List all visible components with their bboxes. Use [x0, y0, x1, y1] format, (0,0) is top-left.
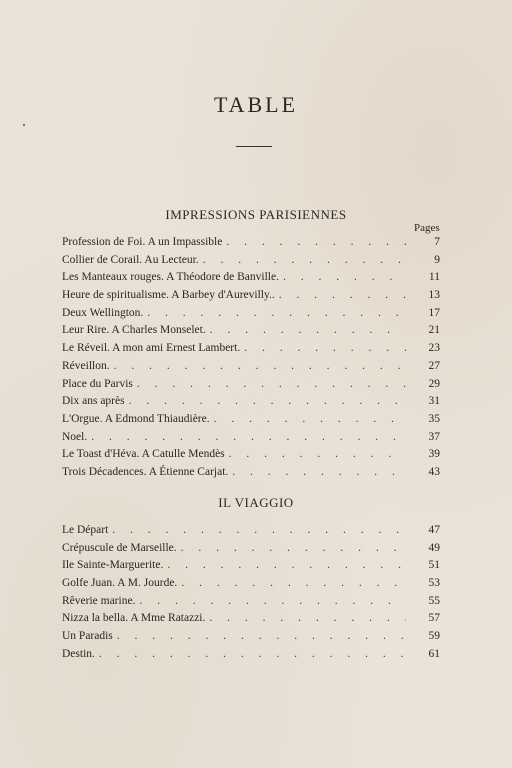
toc-entry-page: 9 — [434, 253, 440, 266]
toc-entry-title: Collier de Corail. Au Lecteur. — [62, 253, 199, 266]
toc-entry-page: 61 — [428, 647, 440, 660]
toc-entry-page: 31 — [428, 395, 440, 408]
toc-entry-page: 57 — [428, 612, 440, 625]
toc-list-impressions — [62, 234, 440, 482]
toc-entry-page: 17 — [428, 306, 440, 319]
toc-entry — [62, 429, 440, 447]
toc-entry — [62, 557, 440, 575]
leader-dots — [91, 429, 406, 447]
toc-entry-title: Ile Sainte-Marguerite. — [62, 559, 164, 572]
leader-dots — [181, 575, 406, 593]
toc-entry — [62, 393, 440, 411]
pages-column-label: Pages — [414, 222, 440, 234]
leader-dots — [209, 610, 406, 628]
toc-entry-page: 35 — [428, 412, 440, 425]
toc-entry-page: 39 — [428, 448, 440, 461]
section-title-impressions: IMPRESSIONS PARISIENNES — [165, 207, 347, 222]
toc-entry-page: 49 — [428, 541, 440, 554]
toc-entry-page: 55 — [428, 594, 440, 607]
title-rule — [236, 146, 272, 147]
section-title-viaggio: IL VIAGGIO — [218, 495, 294, 510]
toc-entry-title: Golfe Juan. A M. Jourde. — [62, 577, 178, 590]
toc-entry — [62, 446, 440, 464]
page-title: TABLE — [213, 92, 299, 117]
leader-dots — [129, 393, 406, 411]
toc-entry — [62, 522, 440, 540]
toc-entry-title: Nizza la bella. A Mme Ratazzi. — [62, 612, 206, 625]
leader-dots — [214, 411, 406, 429]
leader-dots — [232, 464, 406, 482]
toc-entry — [62, 322, 440, 340]
toc-entry-title: Trois Décadences. A Étienne Carjat. — [62, 465, 229, 478]
leader-dots — [137, 376, 406, 394]
toc-entry-title: Le Toast d'Héva. A Catulle Mendès — [62, 448, 225, 461]
toc-entry — [62, 610, 440, 628]
toc-entry — [62, 376, 440, 394]
toc-entry-page: 7 — [434, 236, 440, 248]
toc-entry-title: Rêverie marine. — [62, 594, 136, 607]
leader-dots — [283, 269, 406, 287]
toc-entry — [62, 411, 440, 429]
toc-entry — [62, 540, 440, 558]
toc-entry-page: 37 — [428, 430, 440, 443]
toc-entry-title: Heure de spiritualisme. A Barbey d'Aurevilly.. — [62, 289, 275, 302]
leader-dots — [114, 358, 406, 376]
toc-entry-title: Le Départ — [62, 524, 109, 536]
toc-entry-title: Les Manteaux rouges. A Théodore de Banville. — [62, 271, 279, 284]
toc-entry-page: 47 — [428, 524, 440, 536]
toc-entry-title: L'Orgue. A Edmond Thiaudière. — [62, 412, 210, 425]
toc-entry — [62, 593, 440, 611]
toc-entry-title: Le Réveil. A mon ami Ernest Lambert. — [62, 342, 241, 355]
toc-entry-title: Deux Wellington. — [62, 306, 144, 319]
toc-entry-page: 29 — [428, 377, 440, 390]
toc-entry-page: 27 — [428, 359, 440, 372]
leader-dots — [279, 287, 406, 305]
leader-dots — [181, 540, 406, 558]
paper-speck — [23, 124, 25, 126]
toc-entry-title: Noel. — [62, 430, 88, 443]
toc-entry-page: 13 — [428, 289, 440, 302]
toc-entry-page: 51 — [428, 559, 440, 572]
toc-entry-title: Dix ans après — [62, 395, 125, 408]
toc-entry-title: Leur Rire. A Charles Monselet. — [62, 324, 206, 337]
leader-dots — [244, 340, 406, 358]
toc-entry-title: Un Paradis — [62, 630, 113, 643]
toc-entry-title: Crépuscule de Marseille. — [62, 541, 177, 554]
toc-entry — [62, 234, 440, 252]
toc-entry — [62, 575, 440, 593]
leader-dots — [139, 593, 406, 611]
toc-entry-page: 21 — [428, 324, 440, 337]
toc-entry — [62, 646, 440, 664]
leader-dots — [99, 646, 406, 664]
toc-entry-page: 59 — [428, 630, 440, 643]
toc-entry — [62, 340, 440, 358]
leader-dots — [210, 322, 406, 340]
toc-entry-page: 53 — [428, 577, 440, 590]
leader-dots — [167, 557, 406, 575]
leader-dots — [117, 628, 406, 646]
leader-dots — [226, 234, 406, 252]
leader-dots — [112, 522, 406, 540]
toc-entry — [62, 358, 440, 376]
toc-entry — [62, 287, 440, 305]
toc-entry-title: Profession de Foi. A un Impassible — [62, 236, 223, 248]
leader-dots — [147, 305, 406, 323]
toc-entry-title: Place du Parvis — [62, 377, 133, 390]
toc-entry — [62, 464, 440, 482]
toc-entry-page: 23 — [428, 342, 440, 355]
toc-entry — [62, 269, 440, 287]
toc-entry — [62, 305, 440, 323]
toc-list-viaggio — [62, 522, 440, 664]
toc-entry-page: 43 — [428, 465, 440, 478]
leader-dots — [203, 252, 406, 270]
toc-entry — [62, 628, 440, 646]
toc-entry-title: Destin. — [62, 647, 95, 660]
leader-dots — [229, 446, 406, 464]
toc-entry-title: Réveillon. — [62, 359, 110, 372]
toc-entry-page: 11 — [428, 271, 440, 284]
toc-entry — [62, 252, 440, 270]
